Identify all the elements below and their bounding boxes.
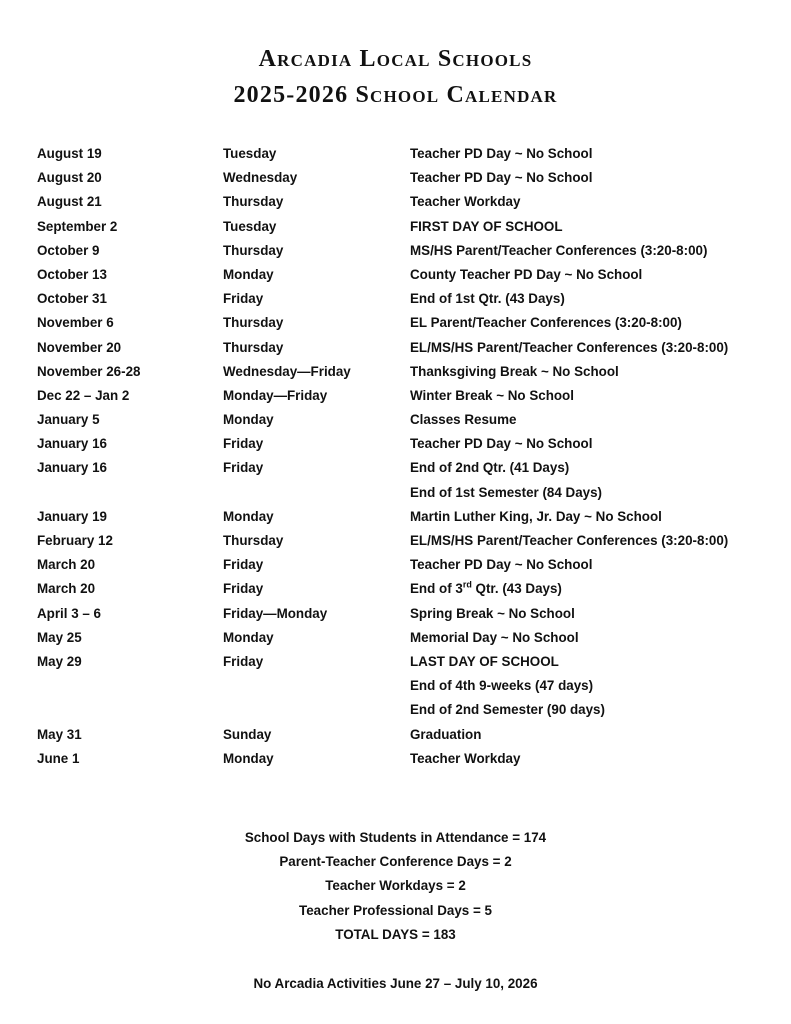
event-date: October 13 bbox=[37, 266, 107, 282]
event-description: Teacher PD Day ~ No School bbox=[410, 170, 593, 186]
event-date: January 19 bbox=[37, 508, 107, 524]
event-day: Monday bbox=[223, 629, 274, 645]
event-date: January 16 bbox=[37, 460, 107, 476]
event-description: End of 2nd Semester (90 days) bbox=[410, 702, 605, 718]
event-day: Tuesday bbox=[223, 146, 277, 161]
event-date: Dec 22 – Jan 2 bbox=[37, 387, 130, 403]
event-description: Thanksgiving Break ~ No School bbox=[410, 363, 619, 379]
event-description: Teacher PD Day ~ No School bbox=[410, 557, 593, 573]
event-description: EL/MS/HS Parent/Teacher Conferences (3:20-8:00) bbox=[410, 339, 729, 355]
event-day: Sunday bbox=[223, 726, 272, 742]
event-description: Teacher PD Day ~ No School bbox=[410, 146, 593, 161]
calendar-title-school-name: Arcadia Local Schools bbox=[258, 46, 533, 72]
event-date: May 29 bbox=[37, 653, 82, 669]
event-date: October 31 bbox=[37, 291, 107, 307]
event-day: Thursday bbox=[223, 339, 284, 355]
event-date: March 20 bbox=[37, 557, 96, 573]
event-date: August 19 bbox=[37, 146, 102, 161]
calendar-title-year: 2025-2026 School Calendar bbox=[233, 82, 558, 108]
event-day: Friday bbox=[223, 653, 264, 669]
event-day: Monday—Friday bbox=[223, 387, 328, 403]
day-totals-summary bbox=[0, 826, 791, 947]
event-description: Teacher PD Day ~ No School bbox=[410, 436, 593, 452]
event-description: EL Parent/Teacher Conferences (3:20-8:00) bbox=[410, 315, 682, 331]
summary-workdays: Teacher Workdays = 2 bbox=[325, 878, 466, 894]
event-description: Spring Break ~ No School bbox=[410, 605, 575, 621]
event-description: LAST DAY OF SCHOOL bbox=[410, 653, 559, 669]
event-date: November 20 bbox=[37, 339, 122, 355]
event-date: April 3 – 6 bbox=[37, 605, 102, 621]
event-day: Monday bbox=[223, 266, 274, 282]
event-description: Graduation bbox=[410, 726, 482, 742]
event-date: January 16 bbox=[37, 436, 107, 452]
summary-attendance-days: School Days with Students in Attendance = 174 bbox=[244, 830, 547, 845]
event-description: FIRST DAY OF SCHOOL bbox=[410, 218, 563, 234]
event-day: Wednesday—Friday bbox=[223, 363, 351, 379]
event-day: Monday bbox=[223, 750, 274, 766]
event-description: County Teacher PD Day ~ No School bbox=[410, 266, 643, 282]
event-day: Tuesday bbox=[223, 218, 277, 234]
event-description: End of 4th 9-weeks (47 days) bbox=[410, 678, 594, 694]
event-date: February 12 bbox=[37, 533, 113, 548]
event-description: End of 1st Qtr. (43 Days) bbox=[410, 291, 565, 307]
event-date: November 26-28 bbox=[37, 363, 141, 379]
ordinal-suffix: rd bbox=[462, 579, 472, 590]
event-description: Winter Break ~ No School bbox=[410, 387, 574, 403]
event-description: Teacher Workday bbox=[410, 750, 521, 766]
event-date: September 2 bbox=[37, 218, 118, 234]
event-description: End of 1st Semester (84 Days) bbox=[410, 484, 603, 500]
event-day: Friday bbox=[223, 436, 264, 452]
event-day: Wednesday bbox=[223, 170, 298, 186]
event-day: Thursday bbox=[223, 242, 284, 258]
event-date: August 21 bbox=[37, 194, 102, 210]
event-day: Friday bbox=[223, 557, 264, 573]
event-description-main: End of 3 bbox=[410, 581, 463, 597]
summary-conference-days: Parent-Teacher Conference Days = 2 bbox=[279, 854, 512, 870]
event-description-rest: Qtr. (43 Days) bbox=[471, 581, 562, 597]
event-day: Friday—Monday bbox=[223, 605, 328, 621]
event-description: EL/MS/HS Parent/Teacher Conferences (3:20-8:00) bbox=[410, 533, 729, 548]
event-description: Memorial Day ~ No School bbox=[410, 629, 579, 645]
event-date: June 1 bbox=[37, 750, 80, 766]
event-description: Classes Resume bbox=[410, 412, 517, 428]
event-day: Monday bbox=[223, 508, 274, 524]
event-description: Teacher Workday bbox=[410, 194, 521, 210]
event-day: Friday bbox=[223, 291, 264, 307]
summary-total-days: TOTAL DAYS = 183 bbox=[335, 926, 456, 942]
event-day: Friday bbox=[223, 581, 264, 597]
event-date: May 31 bbox=[37, 726, 82, 742]
event-date: August 20 bbox=[37, 170, 102, 186]
event-description: Martin Luther King, Jr. Day ~ No School bbox=[410, 508, 662, 524]
event-day: Thursday bbox=[223, 315, 284, 331]
event-day: Thursday bbox=[223, 194, 284, 210]
event-description: End of 2nd Qtr. (41 Days) bbox=[410, 460, 570, 476]
event-day: Friday bbox=[223, 460, 264, 476]
event-day: Thursday bbox=[223, 533, 284, 548]
event-day: Monday bbox=[223, 412, 274, 428]
event-date: November 6 bbox=[37, 315, 114, 331]
summary-professional-days: Teacher Professional Days = 5 bbox=[299, 902, 492, 918]
event-description bbox=[410, 577, 562, 601]
activities-note: No Arcadia Activities June 27 – July 10, 2026 bbox=[253, 976, 538, 991]
event-date: March 20 bbox=[37, 581, 96, 597]
event-date: October 9 bbox=[37, 242, 100, 258]
event-date: January 5 bbox=[37, 412, 100, 428]
event-date: May 25 bbox=[37, 629, 82, 645]
event-description: MS/HS Parent/Teacher Conferences (3:20-8:00) bbox=[410, 242, 708, 258]
